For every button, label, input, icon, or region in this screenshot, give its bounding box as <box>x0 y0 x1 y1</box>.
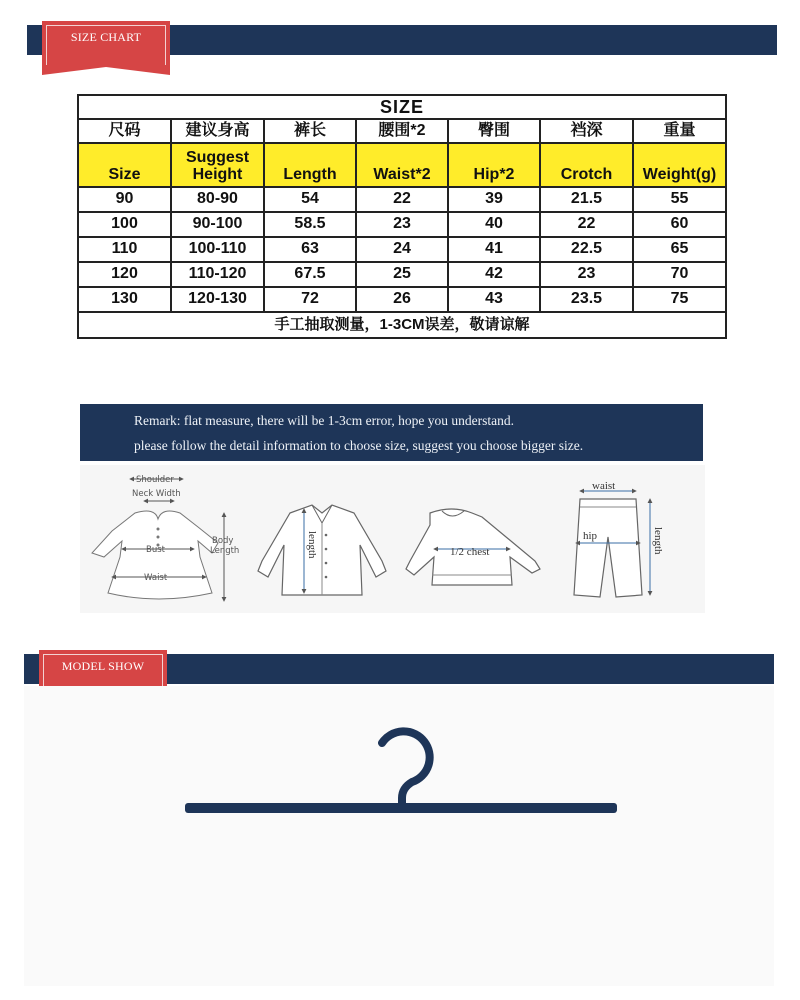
header-en-1: Suggest Height <box>171 143 264 187</box>
dress-length-label: Length <box>210 546 240 556</box>
sweater-diagram <box>406 509 540 585</box>
shirt-length-label: length <box>306 531 318 559</box>
table-note: 手工抽取测量，1-3CM误差，敬请谅解 <box>78 312 726 338</box>
table-row <box>78 212 726 237</box>
measurement-diagrams <box>80 465 705 613</box>
table-cell: 120 <box>78 262 171 287</box>
dress-bust-label: Bust <box>146 545 165 555</box>
table-cell: 110-120 <box>171 262 264 287</box>
table-cell: 90 <box>78 187 171 212</box>
table-cell: 54 <box>264 187 356 212</box>
header-cn-0: 尺码 <box>78 119 171 143</box>
table-cell: 80-90 <box>171 187 264 212</box>
table-cell: 60 <box>633 212 726 237</box>
table-row <box>78 237 726 262</box>
table-cell: 41 <box>448 237 540 262</box>
table-cell: 130 <box>78 287 171 312</box>
table-cell: 23 <box>540 262 633 287</box>
pants-waist-label: waist <box>592 480 616 492</box>
remark-line-1: Remark: flat measure, there will be 1-3cm error, hope you understand. <box>134 413 514 428</box>
table-title: SIZE <box>78 95 726 119</box>
table-cell: 120-130 <box>171 287 264 312</box>
remark-line-2: please follow the detail information to choose size, suggest you choose bigger size. <box>134 438 584 453</box>
table-cell: 67.5 <box>264 262 356 287</box>
header-cn-3: 腰围*2 <box>356 119 448 143</box>
header-cn-2: 裤长 <box>264 119 356 143</box>
table-cell: 65 <box>633 237 726 262</box>
pants-length-label: length <box>652 527 664 555</box>
sweater-chest-label: 1/2 chest <box>450 546 490 558</box>
dress-diagram <box>80 465 250 613</box>
header-en-2: Length <box>264 143 356 187</box>
table-cell: 43 <box>448 287 540 312</box>
header-en-6: Weight(g) <box>633 143 726 187</box>
header-cn-5: 裆深 <box>540 119 633 143</box>
shirt-diagram <box>258 505 386 595</box>
table-cell: 110 <box>78 237 171 262</box>
header-en-4: Hip*2 <box>448 143 540 187</box>
table-cell: 58.5 <box>264 212 356 237</box>
table-cell: 23 <box>356 212 448 237</box>
table-cell: 21.5 <box>540 187 633 212</box>
table-cell: 22 <box>540 212 633 237</box>
hanger-icon <box>24 686 774 986</box>
dress-body-label: Body <box>212 536 234 546</box>
table-cell: 26 <box>356 287 448 312</box>
table-cell: 23.5 <box>540 287 633 312</box>
model-show-label: MODEL SHOW <box>61 659 145 673</box>
header-cn-6: 重量 <box>633 119 726 143</box>
table-cell: 55 <box>633 187 726 212</box>
table-cell: 22 <box>356 187 448 212</box>
model-area <box>24 686 774 986</box>
table-cell: 70 <box>633 262 726 287</box>
table-cell: 39 <box>448 187 540 212</box>
dress-shoulder-label: Shoulder <box>136 475 174 485</box>
header-en-0: Size <box>78 143 171 187</box>
header-en-5: Crotch <box>540 143 633 187</box>
table-cell: 72 <box>264 287 356 312</box>
table-row <box>78 262 726 287</box>
table-cell: 42 <box>448 262 540 287</box>
size-chart-label: SIZE CHART <box>70 30 142 44</box>
table-cell: 75 <box>633 287 726 312</box>
header-en-3: Waist*2 <box>356 143 448 187</box>
table-row <box>78 187 726 212</box>
dress-waist-label: Waist <box>144 573 168 583</box>
size-table <box>77 94 725 338</box>
table-cell: 40 <box>448 212 540 237</box>
table-cell: 24 <box>356 237 448 262</box>
header-cn-4: 臀围 <box>448 119 540 143</box>
table-row <box>78 287 726 312</box>
table-cell: 22.5 <box>540 237 633 262</box>
remark-box <box>80 404 703 461</box>
table-cell: 100-110 <box>171 237 264 262</box>
size-chart-ribbon <box>42 21 170 67</box>
pants-diagram <box>574 480 664 597</box>
table-cell: 63 <box>264 237 356 262</box>
pants-hip-label: hip <box>583 530 598 542</box>
table-cell: 25 <box>356 262 448 287</box>
header-cn-1: 建议身高 <box>171 119 264 143</box>
dress-neck-label: Neck Width <box>132 489 181 499</box>
table-cell: 90-100 <box>171 212 264 237</box>
table-cell: 100 <box>78 212 171 237</box>
